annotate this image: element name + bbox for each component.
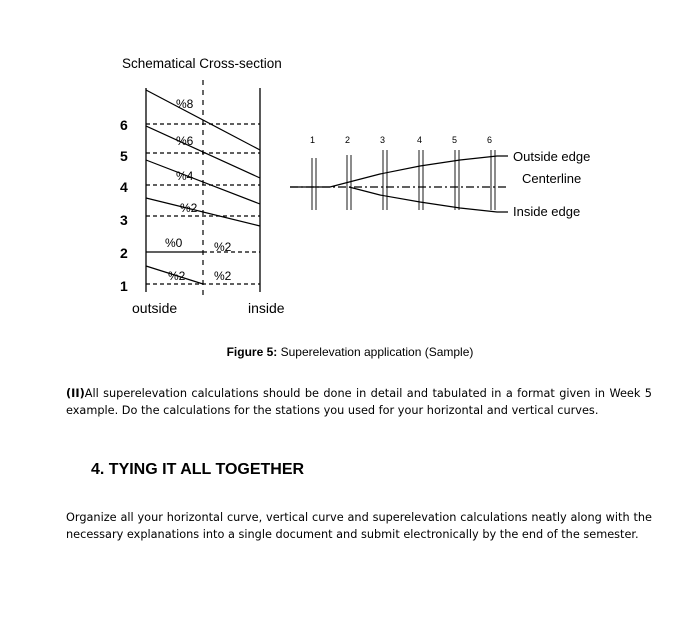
inside-edge-line [349, 187, 508, 212]
slope-label: %2 [168, 269, 186, 283]
paragraph-text: All superelevation calculations should be done in detail and tabulated in a format given in Week 5 example. Do the calculations for the stations you used for your horizontal and vertical curves. [66, 387, 652, 417]
figure-caption-text: Superelevation application (Sample) [277, 345, 474, 359]
slope-label: %2 [180, 201, 198, 215]
section-heading: 4. TYING IT ALL TOGETHER [91, 461, 305, 478]
station-number: 2 [345, 135, 351, 145]
inside-edge-label: Inside edge [513, 204, 581, 219]
inside-label: inside [248, 300, 285, 316]
figure-caption [0, 345, 700, 359]
slope-label: %2 [214, 269, 232, 283]
station-number: 6 [487, 135, 493, 145]
row-number: 4 [120, 179, 128, 195]
row-number: 2 [120, 245, 128, 261]
slope-labels [165, 97, 232, 283]
row-numbers [120, 117, 128, 294]
row-number: 5 [120, 148, 128, 164]
cross-section-title: Schematical Cross-section [122, 56, 282, 71]
row-number: 1 [120, 278, 128, 294]
row-number: 3 [120, 212, 128, 228]
outside-label: outside [132, 300, 178, 316]
slope-label: %8 [176, 97, 194, 111]
outside-edge-line [290, 156, 508, 187]
paragraph-marker: (II) [66, 387, 85, 400]
centerline-label: Centerline [522, 171, 582, 186]
slope-label: %6 [176, 134, 194, 148]
station-numbers [310, 135, 492, 145]
row-number: 6 [120, 117, 128, 133]
paragraph-text: Organize all your horizontal curve, vertical curve and superelevation calculations neatly along with the necessary explanations into a single document and submit electronically by the end of the semester. [66, 511, 652, 541]
instruction-paragraph-organize [66, 509, 652, 543]
instruction-paragraph-ii [66, 385, 652, 419]
station-number: 4 [417, 135, 423, 145]
station-number: 1 [310, 135, 316, 145]
slope-label: %2 [214, 240, 232, 254]
station-number: 5 [452, 135, 458, 145]
slope-label: %4 [176, 169, 194, 183]
station-number: 3 [380, 135, 386, 145]
outside-edge-label: Outside edge [513, 149, 591, 164]
figure-caption-number: Figure 5: [226, 345, 278, 359]
slope-label: %0 [165, 236, 183, 250]
